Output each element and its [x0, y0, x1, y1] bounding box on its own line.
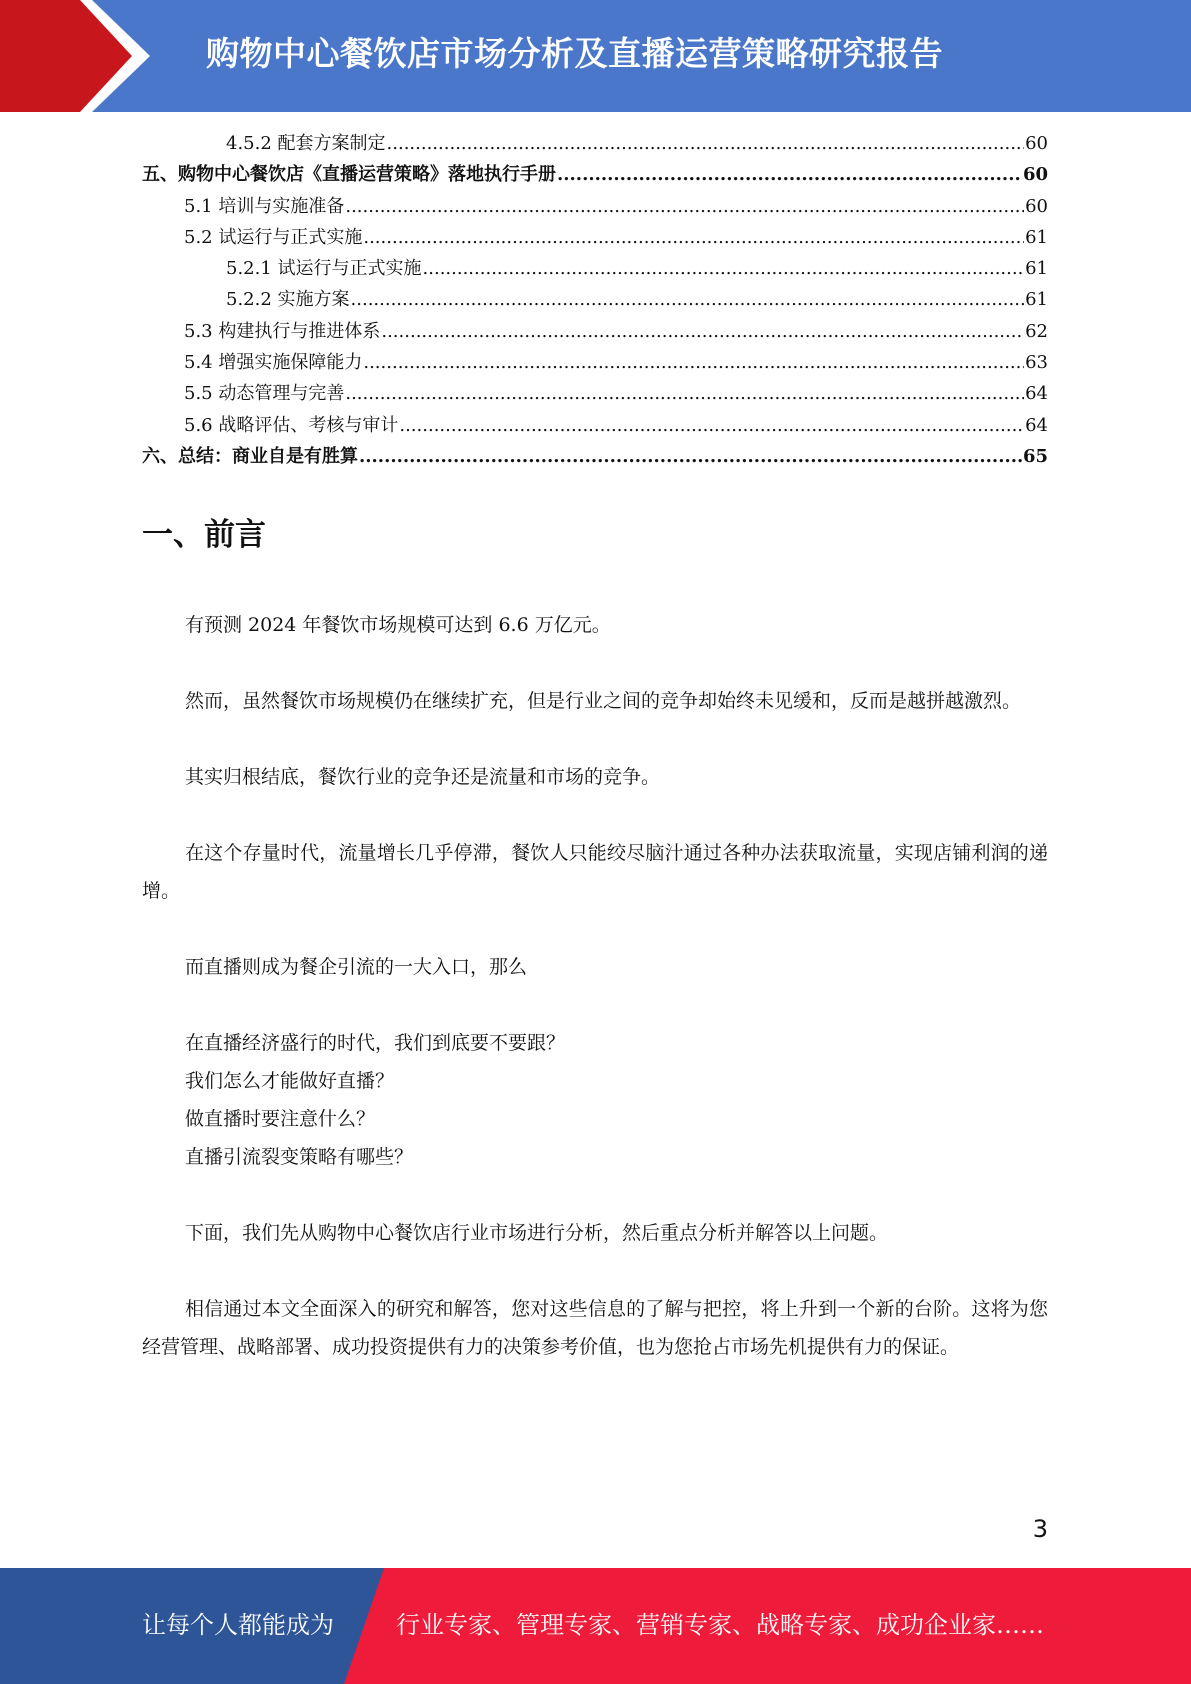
- toc-entry[interactable]: [142, 128, 1048, 159]
- toc-entry[interactable]: [142, 284, 1048, 315]
- body-text: [142, 606, 1048, 1366]
- page-footer: [0, 1568, 1191, 1684]
- toc-entry-title: 5.2 试运行与正式实施: [184, 226, 363, 248]
- toc-entry[interactable]: [142, 222, 1048, 253]
- toc-dot-leader: [363, 347, 1024, 378]
- toc-entry-title: 5.1 培训与实施准备: [184, 195, 345, 217]
- toc-entry-title: 5.6 战略评估、考核与审计: [184, 414, 399, 436]
- toc-entry-page: 64: [1025, 383, 1048, 405]
- page-header: [0, 0, 1191, 112]
- toc-entry-page: 60: [1025, 133, 1048, 154]
- toc-entry[interactable]: [142, 441, 1048, 472]
- toc-dot-leader: [557, 159, 1022, 190]
- toc-entry-title: 4.5.2 配套方案制定: [226, 133, 386, 154]
- body-paragraph: 有预测 2024 年餐饮市场规模可达到 6.6 万亿元。: [185, 614, 611, 636]
- toc-entry-page: 61: [1025, 258, 1048, 280]
- toc-entry-title: 5.2.1 试运行与正式实施: [226, 258, 422, 280]
- toc-entry[interactable]: [142, 410, 1048, 441]
- body-paragraph: 直播引流裂变策略有哪些？: [185, 1146, 414, 1168]
- toc-entry-title: 5.4 增强实施保障能力: [184, 352, 363, 374]
- toc-entry[interactable]: [142, 159, 1048, 190]
- body-paragraph: 相信通过本文全面深入的研究和解答，您对这些信息的了解与把控，将上升到一个新的台阶。这将为您经营管理、战略部署、成功投资提供有力的决策参考价值，也为您抢占市场先机提供有力的保证。: [142, 1298, 1048, 1358]
- toc-entry[interactable]: [142, 316, 1048, 347]
- toc-entry-title: 5.2.2 实施方案: [226, 289, 350, 311]
- toc-entry-page: 60: [1025, 195, 1048, 217]
- toc-dot-leader: [345, 378, 1024, 409]
- body-paragraph: 我们怎么才能做好直播？: [185, 1070, 395, 1092]
- toc-entry-page: 65: [1022, 445, 1048, 467]
- section-heading: 一、前言: [142, 517, 266, 553]
- toc-entry-page: 64: [1025, 414, 1048, 436]
- body-paragraph: 做直播时要注意什么？: [185, 1108, 376, 1130]
- table-of-contents: [142, 128, 1048, 472]
- toc-entry-title: 5.3 构建执行与推进体系: [184, 320, 381, 342]
- footer-slogan-left: 让每个人都能成为: [142, 1611, 334, 1639]
- toc-entry[interactable]: [142, 347, 1048, 378]
- body-paragraph: 下面，我们先从购物中心餐饮店行业市场进行分析，然后重点分析并解答以上问题。: [185, 1222, 889, 1244]
- document-title: 购物中心餐饮店市场分析及直播运营策略研究报告: [206, 34, 943, 73]
- toc-entry-title: 六、总结：商业自是有胜算: [142, 445, 358, 467]
- toc-entry-title: 5.5 动态管理与完善: [184, 383, 345, 405]
- toc-dot-leader: [387, 128, 1025, 159]
- toc-entry-title: 五、购物中心餐饮店《直播运营策略》落地执行手册: [142, 164, 556, 186]
- toc-dot-leader: [359, 441, 1022, 472]
- body-paragraph: 在直播经济盛行的时代，我们到底要不要跟？: [185, 1032, 566, 1054]
- body-paragraph: 然而，虽然餐饮市场规模仍在继续扩充，但是行业之间的竞争却始终未见缓和，反而是越拼越激烈。: [185, 690, 1022, 712]
- toc-entry-page: 62: [1025, 320, 1048, 342]
- toc-entry[interactable]: [142, 191, 1048, 222]
- body-paragraph: 而直播则成为餐企引流的一大入口，那么: [185, 956, 528, 978]
- body-paragraph: 在这个存量时代，流量增长几乎停滞，餐饮人只能绞尽脑汁通过各种办法获取流量，实现店铺利润的递增。: [142, 842, 1048, 902]
- footer-slogan-right: 行业专家、管理专家、营销专家、战略专家、成功企业家……: [396, 1611, 1044, 1639]
- toc-entry[interactable]: [142, 253, 1048, 284]
- toc-entry-page: 60: [1022, 164, 1048, 186]
- toc-entry-page: 61: [1025, 226, 1048, 248]
- toc-dot-leader: [423, 253, 1025, 284]
- toc-dot-leader: [351, 284, 1025, 315]
- toc-dot-leader: [381, 316, 1024, 347]
- toc-entry-page: 63: [1025, 352, 1048, 374]
- toc-dot-leader: [363, 222, 1024, 253]
- body-paragraph: 其实归根结底，餐饮行业的竞争还是流量和市场的竞争。: [185, 766, 661, 788]
- page-number: 3: [1032, 1515, 1048, 1543]
- toc-dot-leader: [345, 191, 1024, 222]
- header-arrow-graphic: [0, 0, 170, 112]
- toc-entry[interactable]: [142, 378, 1048, 409]
- toc-dot-leader: [399, 410, 1024, 441]
- toc-entry-page: 61: [1025, 289, 1048, 311]
